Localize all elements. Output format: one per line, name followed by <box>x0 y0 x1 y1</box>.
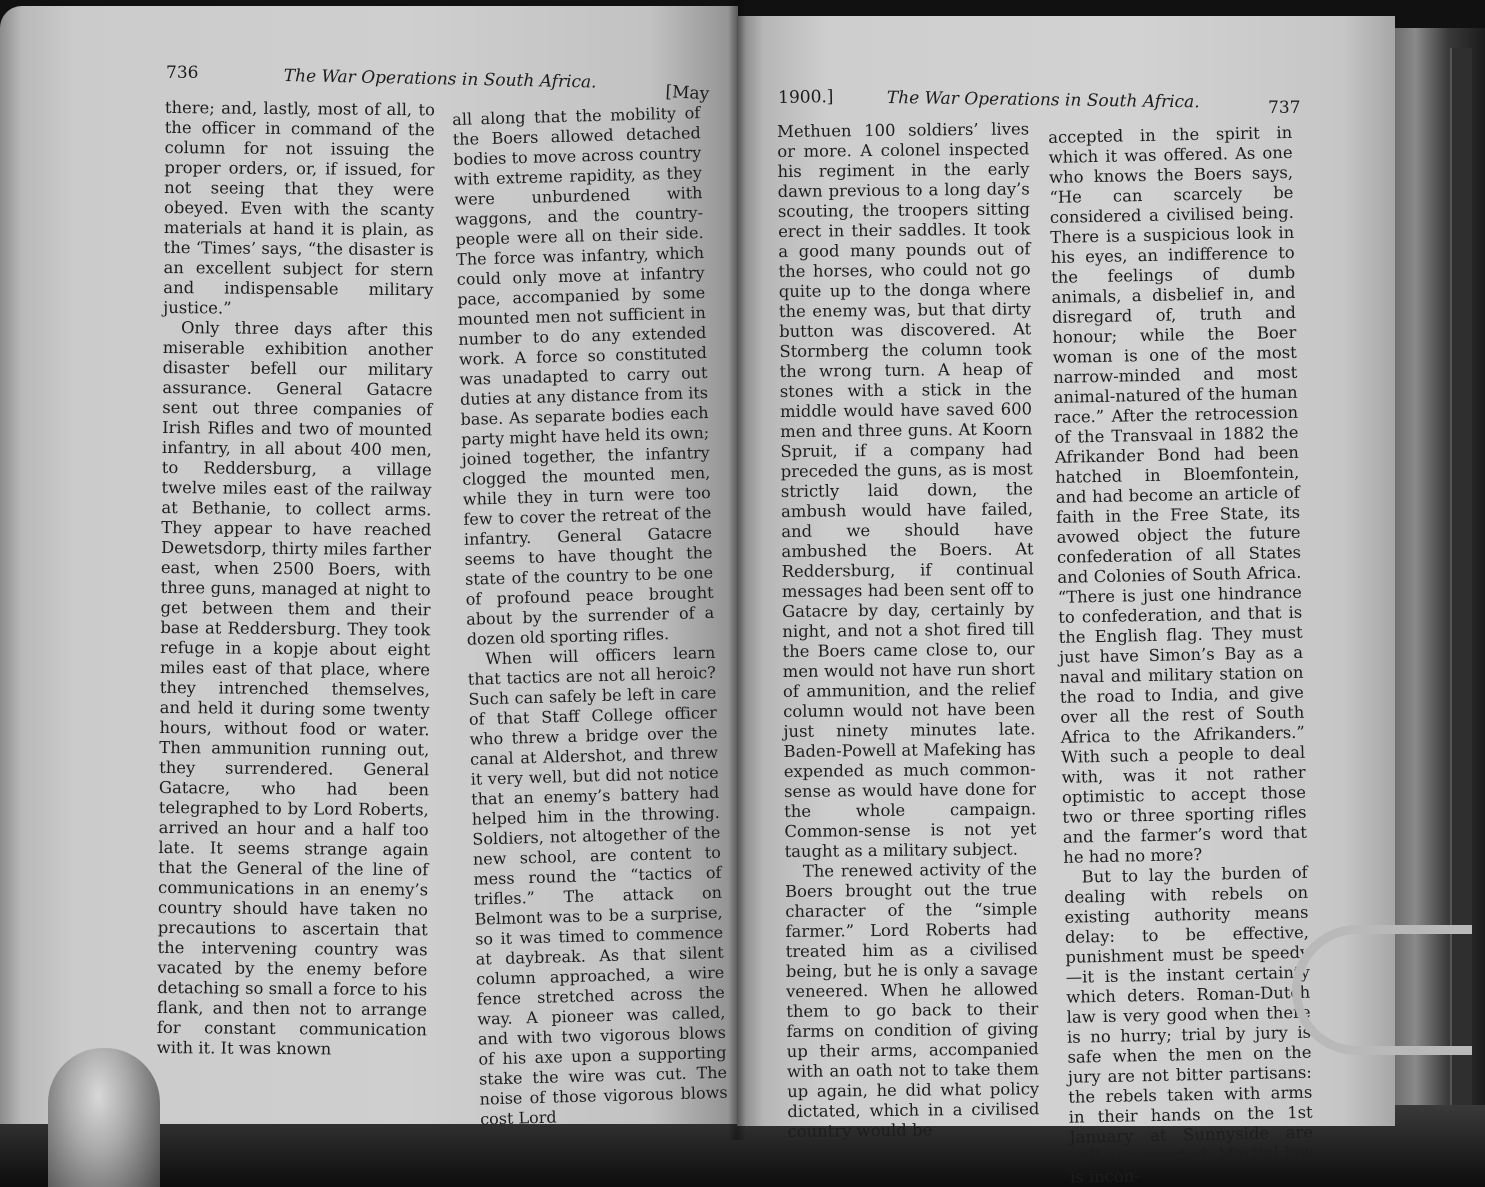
right-column-2 <box>1048 123 1314 1187</box>
paragraph: The renewed activity of the Boers brought out the true character of the “simple farmer.” Lord Roberts had treated him as a civilised being, but he is only a savage veneered. When he allowed them to go back to their farms on condition of giving up their arms, accompanied with an oath not to take them up again, he did what policy dictated, which in a civilised country would be <box>784 859 1040 1141</box>
paragraph: there; and, lastly, most of all, to the officer in command of the column for not issuing the proper orders, or, if issued, for not seeing that they were obeyed. Even with the scanty materials at hand it is plain, as the ‘Times’ says, “the disaster is an excellent subject for stern and indispensable military justice.” <box>163 98 435 318</box>
left-page <box>0 6 738 1129</box>
left-page-number: 736 <box>166 63 199 83</box>
left-column-1 <box>157 98 435 1060</box>
thumb <box>48 1048 160 1187</box>
left-column-2 <box>452 103 728 1130</box>
right-running-title: The War Operations in South Africa. <box>886 88 1200 113</box>
paragraph: Only three days after this miserable exhibition another disaster befell our military assurance. General Gatacre sent out three companies of Irish Rifles and two of mounted infantry, in all about 400 men, to Reddersburg, a village twelve miles east of the railway at Bethanie, to collect arms. They appear to have reached Dewetsdorp, thirty miles farther east, when 2500 Boers, with three guns, managed at night to get between them and their base at Reddersburg. They took refuge in a kopje about eight miles east of that place, where they intrenched themselves, and held it during some twenty hours, without food or water. Then ammunition running out, they surrendered. General Gatacre, who had been telegraphed to by Lord Roberts, arrived an hour and a half too late. It seems strange again that the General of the line of communications in an enemy’s country should have taken no precautions to ascertain that the intervening country was vacated by the enemy before detaching so small a force to his flank, and then not to arrange for constant communication with it. It was known <box>156 318 434 1059</box>
book-gutter <box>728 0 746 1140</box>
paragraph: Methuen 100 soldiers’ lives or more. A colonel inspected his regiment in the early dawn previous to a long day’s scouting, the troopers sitting erect in their saddles. It took a good many pounds out of the horses, who could not go quite up to the donga where the enemy was, but that dirty button was discovered. At Stormberg the column took the wrong turn. A heap of stones with a stick in the middle would have saved 600 men and three guns. At Koorn Spruit, if a company had preceded the guns, as is most strictly laid down, the ambush would have failed, and we should have ambushed the Boers. At Reddersburg, if continual messages had been sent off to Gatacre by day, certainly by night, and not a shot fired till the Boers came close to, our men would not have run short of ammunition, and the relief column would not have been just ninety minutes late. Baden-Powell at Mafeking has expended as much common-sense as would have done for the whole campaign. Common-sense is not yet taught as a military subject. <box>777 119 1037 861</box>
right-page-number: 737 <box>1268 98 1301 118</box>
right-column-1 <box>777 119 1040 1142</box>
left-running-date: [May <box>664 82 710 105</box>
left-running-title: The War Operations in South Africa. <box>283 66 597 93</box>
page-clip <box>1292 925 1472 1055</box>
paragraph: all along that the mobility of the Boers allowed detached bodies to move across country with extreme rapidity, as they were unburdened with waggons, and the country-people were all on their side. The force was infantry, which could only move at infantry pace, accompanied by some mounted men not sufficient in number to do any extended work. A force so constituted was unadapted to carry out duties at any distance from its base. As separate bodies each party might have held its own; joined together, the infantry clogged the mounted men, while they in turn were too few to cover the retreat of the infantry. General Gatacre seems to have thought the state of the country to be one of profound peace brought about by the surrender of a dozen old sporting rifles. <box>452 103 715 649</box>
right-page <box>737 16 1395 1187</box>
right-running-date: 1900.] <box>778 87 834 108</box>
paragraph: When will officers learn that tactics are not all heroic? Such can safely be left in care of that Staff College officer who threw a bridge over the canal at Aldershot, and threw it very well, but did not notice that an enemy’s battery had helped him in the throwing. Soldiers, not altogether of the new school, are content to mess round the “tactics of trifles.” The attack on Belmont was to be a surprise, so it was timed to commence at daybreak. As that silent column approached, a wire fence stretched across the way. A pioneer was called, and with two vigorous blows of his axe upon a supporting stake the wire was cut. The noise of those vigorous blows cost Lord <box>467 642 728 1129</box>
paragraph: accepted in the spirit in which it was offered. As one who knows the Boers says, “He can scarcely be considered a civilised being. There is a suspicious look in his eyes, an indifference to the feelings of dumb animals, a disbelief in, and disregard of, truth and honour; while the Boer woman is one of the most narrow-minded and most animal-natured of the human race.” After the retrocession of the Transvaal in 1882 the Afrikander Bond had been hatched in Bloemfontein, and had become an article of faith in the Free State, its avowed object the future confederation of all States and Colonies of South Africa. “There is just one hindrance to confederation, and that is the English flag. They must just have Simon’s Bay as a naval and military station on the road to India, and give over all the rest of South Africa to the Afrikanders.” With such a people to deal with, was it not rather optimistic to accept those two or three sporting rifles and the farmer’s word that he had no more? <box>1048 122 1308 867</box>
paragraph: But to lay the burden of dealing with rebels on existing authority means delay: to be effective, punishment must be speedy—it is the instant certainty which deters. Roman-Dutch law is very good when there is no hurry; trial by jury is safe when the men on the jury are not bitter partisans: the rebels taken with arms in their hands on the 1st January at Sunnyside are still unconvicted. Martial law is incon- <box>1063 862 1314 1187</box>
